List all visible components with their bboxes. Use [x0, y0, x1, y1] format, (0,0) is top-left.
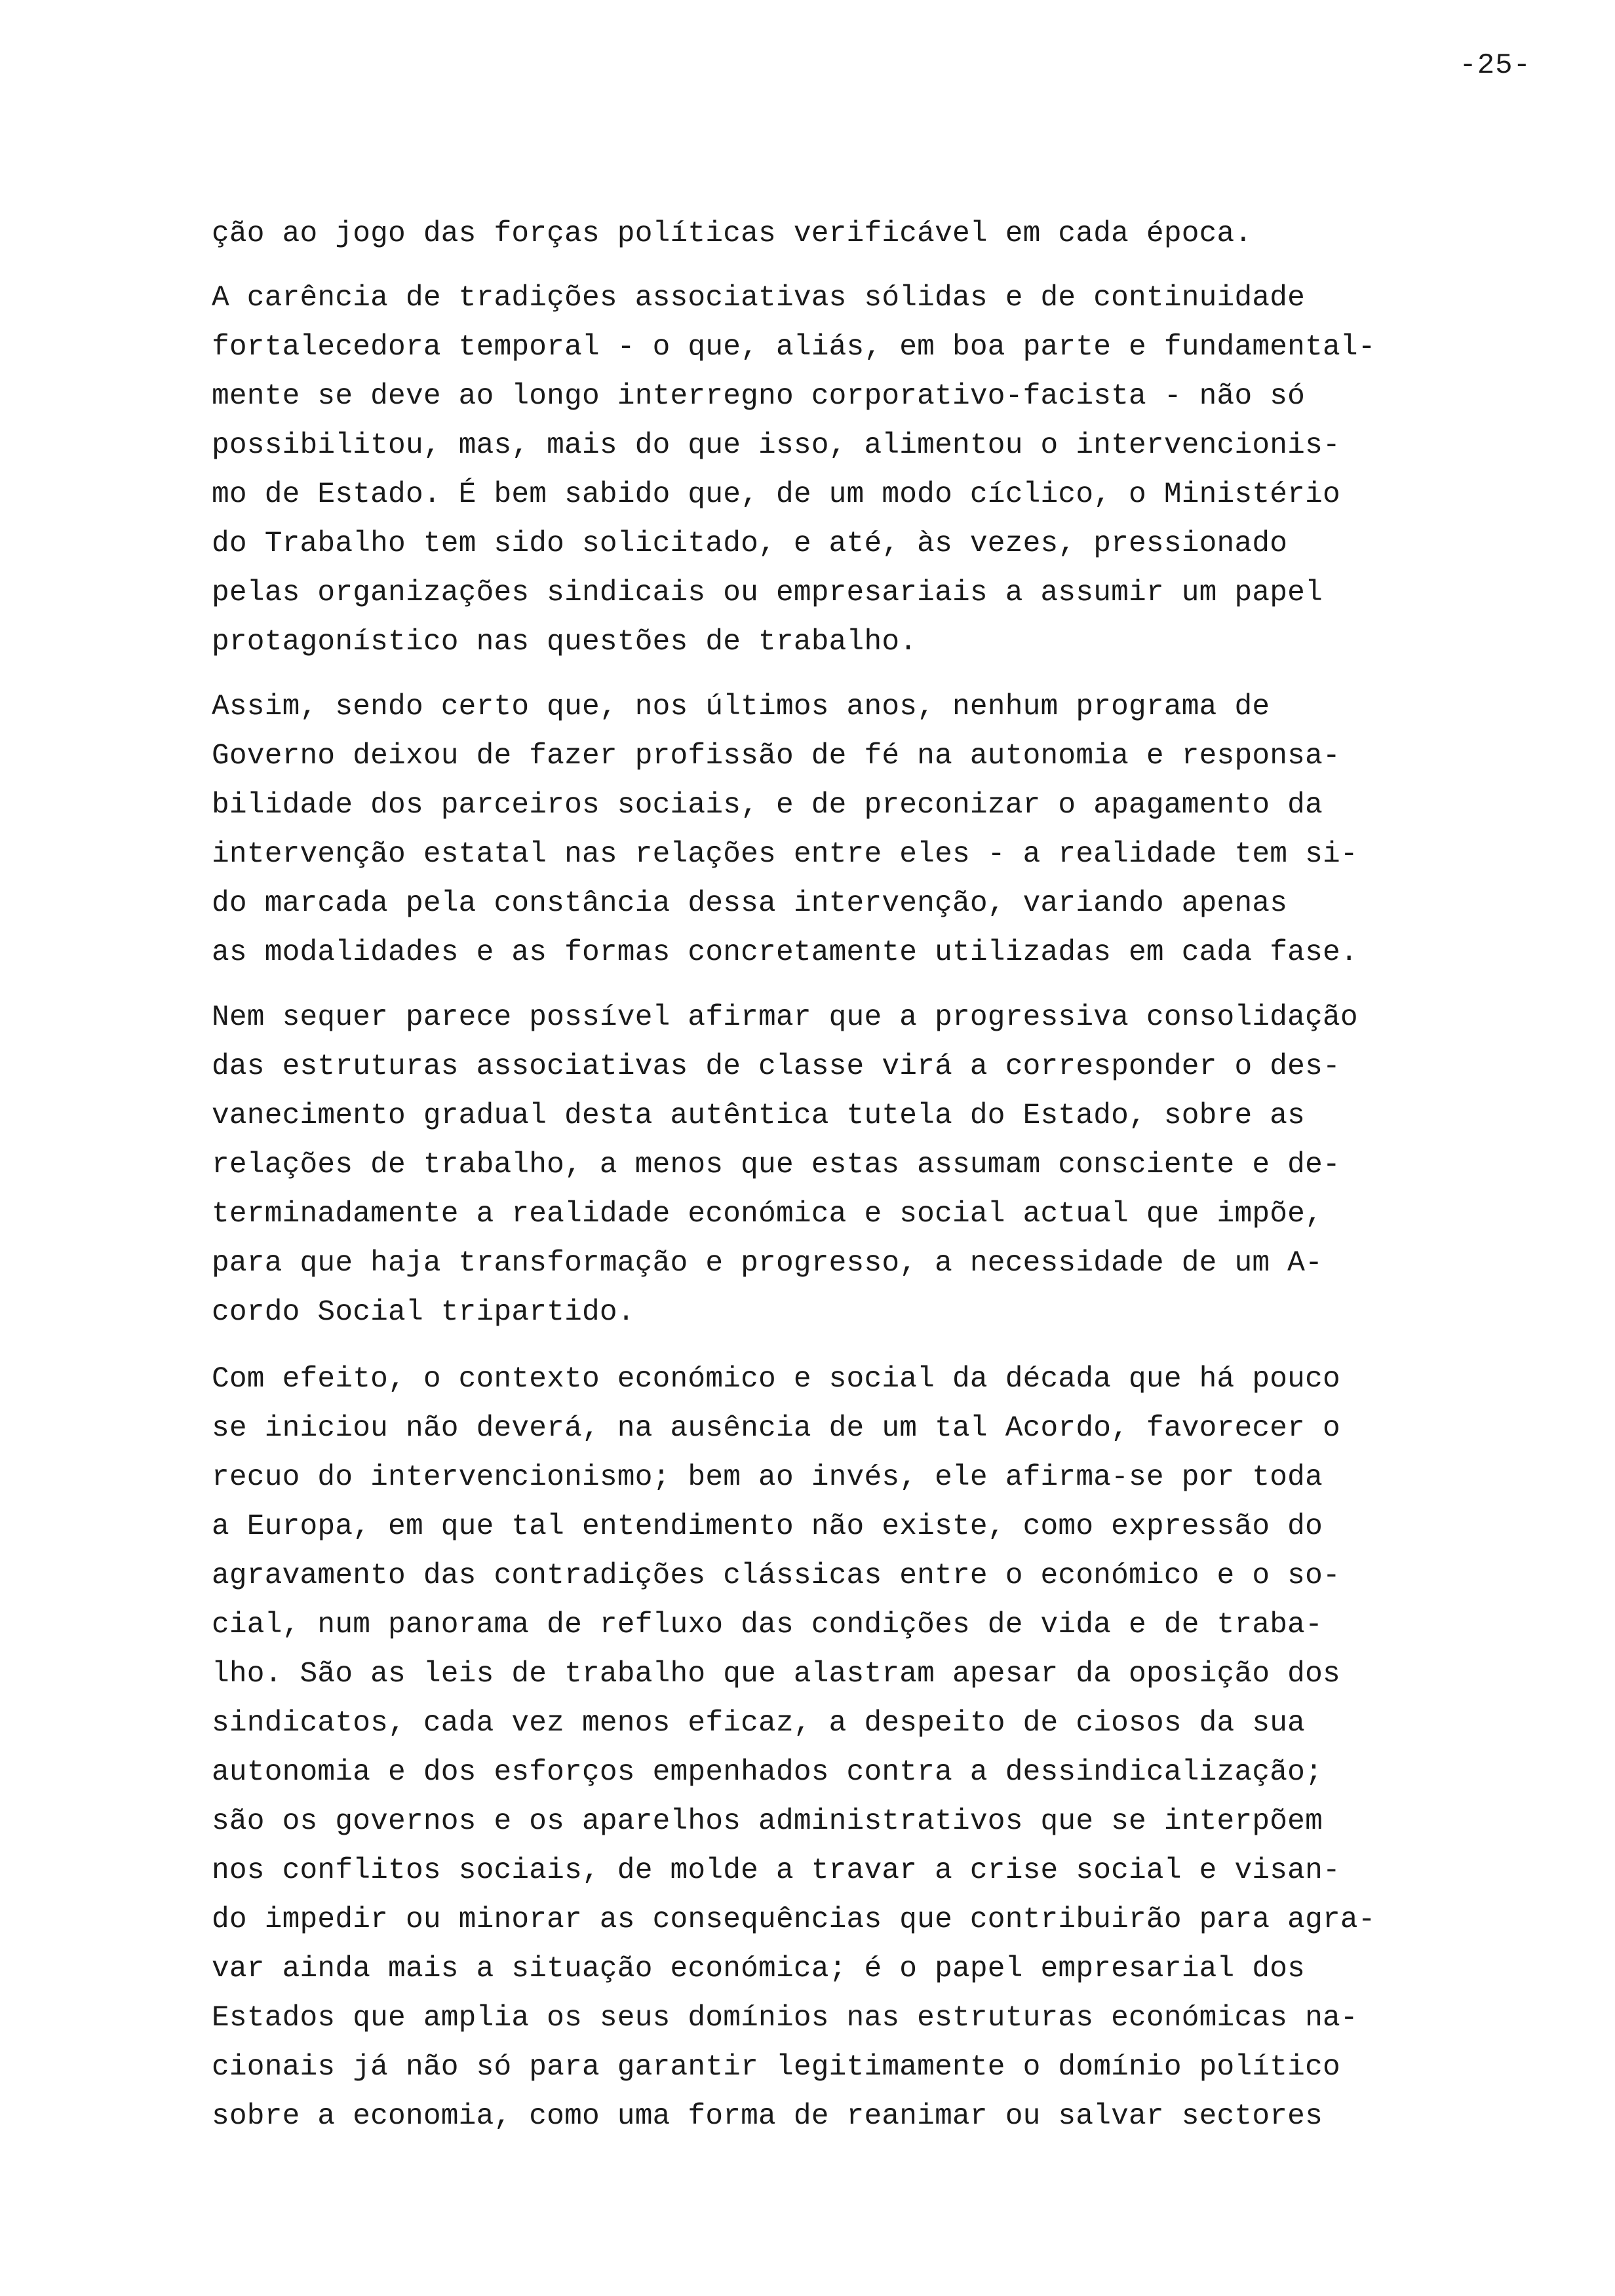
text-line: var ainda mais a situação económica; é o papel empresarial dos [212, 1953, 1306, 1985]
paragraph-5 [212, 1355, 1509, 2141]
text-line: agravamento das contradições clássicas entre o económico e o so- [212, 1559, 1340, 1592]
text-line: cial, num panorama de refluxo das condições de vida e de traba- [212, 1609, 1323, 1641]
text-line: nos conflitos sociais, de molde a travar a crise social e visan- [212, 1854, 1340, 1887]
paragraph-1 [212, 210, 1509, 259]
text-line: as modalidades e as formas concretamente utilizadas em cada fase. [212, 936, 1358, 969]
text-line: mente se deve ao longo interregno corporativo-facista - não só [212, 380, 1306, 413]
text-line: intervenção estatal nas relações entre eles - a realidade tem si- [212, 838, 1358, 871]
text-line: Governo deixou de fazer profissão de fé na autonomia e responsa- [212, 740, 1340, 773]
text-line: autonomia e dos esforços empenhados contra a dessindicalização; [212, 1756, 1323, 1789]
text-line: relações de trabalho, a menos que estas assumam consciente e de- [212, 1149, 1340, 1181]
text-line: sobre a economia, como uma forma de reanimar ou salvar sectores [212, 2100, 1323, 2133]
text-line: recuo do intervencionismo; bem ao invés, ele afirma-se por toda [212, 1461, 1323, 1494]
text-line: do impedir ou minorar as consequências que contribuirão para agra- [212, 1904, 1376, 1936]
text-line: do Trabalho tem sido solicitado, e até, às vezes, pressionado [212, 527, 1288, 560]
paragraph-3 [212, 683, 1509, 978]
text-line: bilidade dos parceiros sociais, e de preconizar o apagamento da [212, 789, 1323, 822]
text-line: terminadamente a realidade económica e social actual que impõe, [212, 1198, 1323, 1231]
text-line: vanecimento gradual desta autêntica tutela do Estado, sobre as [212, 1100, 1306, 1132]
text-line: lho. São as leis de trabalho que alastram apesar da oposição dos [212, 1658, 1340, 1691]
page-number: -25- [1459, 49, 1531, 82]
text-line: a Europa, em que tal entendimento não existe, como expressão do [212, 1510, 1323, 1543]
text-line: são os governos e os aparelhos administrativos que se interpõem [212, 1805, 1323, 1838]
text-line: Estados que amplia os seus domínios nas estruturas económicas na- [212, 2002, 1358, 2035]
text-line: cordo Social tripartido. [212, 1296, 635, 1329]
text-line: pelas organizações sindicais ou empresariais a assumir um papel [212, 577, 1323, 609]
text-line: cionais já não só para garantir legitimamente o domínio político [212, 2051, 1340, 2084]
text-line: do marcada pela constância dessa intervenção, variando apenas [212, 887, 1288, 920]
text-line: possibilitou, mas, mais do que isso, alimentou o intervencionis- [212, 429, 1340, 462]
text-line: sindicatos, cada vez menos eficaz, a despeito de ciosos da sua [212, 1707, 1306, 1740]
text-line: para que haja transformação e progresso, a necessidade de um A- [212, 1247, 1323, 1280]
text-line: das estruturas associativas de classe virá a corresponder o des- [212, 1050, 1340, 1083]
text-line: ção ao jogo das forças políticas verificável em cada época. [212, 218, 1253, 250]
paragraph-2 [212, 274, 1509, 667]
text-line: A carência de tradições associativas sólidas e de continuidade [212, 282, 1306, 315]
text-line: mo de Estado. É bem sabido que, de um modo cíclico, o Ministério [212, 478, 1340, 511]
text-line: fortalecedora temporal - o que, aliás, em boa parte e fundamental- [212, 331, 1376, 364]
text-line: se iniciou não deverá, na ausência de um tal Acordo, favorecer o [212, 1412, 1340, 1445]
text-line: Nem sequer parece possível afirmar que a progressiva consolidação [212, 1001, 1358, 1034]
paragraph-4 [212, 993, 1509, 1337]
text-line: Com efeito, o contexto económico e social da década que há pouco [212, 1363, 1340, 1396]
text-line: protagonístico nas questões de trabalho. [212, 626, 918, 659]
text-line: Assim, sendo certo que, nos últimos anos, nenhum programa de [212, 691, 1270, 723]
